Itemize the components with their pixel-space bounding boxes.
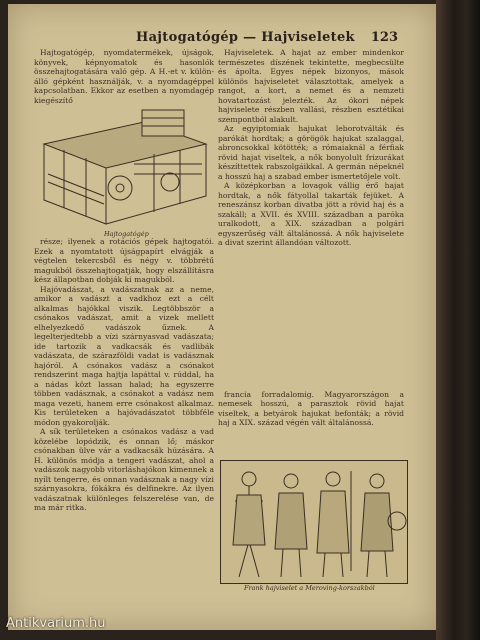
press-machine-illustration: [34, 104, 214, 228]
entry-hajovadaszat: Hajóvadászat, a vadászatnak az a neme, amikor a vadászt a vadkhoz ezt a célt alkalmas hajókkal viszik. Legtöbbször a csónakos vadászat, amit a vizek mellett elhelyezkedő vadászok űznek. A legelterjedtebb a vízi szárnyasvad vadászata; ide tartozik a vadkacsák és vadlibák vadászata, de szárazföldi vadat is vadásznak hajóról. A csónakos vadász a csónakot rendszerint maga hajtja lapáttal v. rúddal, ha a nádas közt lassan halad; ha egyszerre többen vadásznak, a csónakot a vadász nem maga vezeti, hanem erre csónakost alkalmaz. Kis területeken a hajóvadászatot többféle módon gyakorolják.: [34, 284, 214, 427]
entry-hajtogatogep: Hajtogatógép, nyomdatermékek, újságok, könyvek, képnyomatok és hasonlók összehajtogatására való gép. A H.-et v. külön-álló gépként használják, v. a nyomdagéppel kapcsolatban. Ekkor az esetben a nyomdagép kiegészítő: [34, 48, 214, 105]
paragraph: A sík területeken a csónakos vadász a vad közelébe lopódzik, és onnan lő; máskor csónakban ülve vár a vadkacsák húzására. A H. különös módja a tengeri vadászat, ahol a vadászok nagyobb vitorláshajókon kimennek a nyílt tengerre, és onnan vadásznak a nagy vízi szárnyasokra, fókákra és delfinekre. Az ilyen vadászatnak különleges felszerelése van, de ma már ritka.: [34, 427, 214, 512]
paragraph: francia forradalomig. Magyarországon a nemesek hosszú, a parasztok rövid hajat viseltek, a betyárok hajukat befonták; a rövid haj a XIX. század végén vált általánossá.: [218, 389, 404, 427]
book-page: [8, 4, 436, 630]
press-caption: Hajtogatógép: [104, 230, 149, 238]
paragraph: része; ilyenek a rotációs gépek hajtogatói. Ezek a nyomtatott újságpapírt elvágják a végtelen tekercsből és négy v. többrétű magukból összehajtogatják, hogy elszállításra kész állapotban dobják ki magukból.: [34, 237, 214, 284]
book-binding: [436, 0, 480, 640]
entry-hajviseletek: Hajviseletek. A hajat az ember mindenkor természetes díszének tekintette, megbecsülte és ápolta. Egyes népek bizonyos, mások különös hajviseletet választottak, amelyek a rangot, a kort, a nemet és a nemzeti hovatartozást jelezték. Az ókori népek hajviselete részben vallási, részben esztétikai szempontból alakult.: [218, 48, 404, 124]
frankish-hairstyles-illustration: [220, 460, 408, 584]
watermark-text: Antikvarium.hu: [6, 616, 106, 631]
page-header: [8, 30, 436, 48]
page-number: 123: [370, 30, 398, 45]
paragraph: A középkorban a lovagok vállig érő hajat hordtak, a nők fátyollal takarták fejüket. A reneszánsz korban divatba jött a rövid haj és a szakáll; a XVII. és XVIII. században a paróka uralkodott, a XIX. században a polgári egyszerűség vált általánossá. A nők hajviselete a divat szerint állandóan változott.: [218, 181, 404, 247]
running-title: Hajtogatógép — Hajviseletek: [136, 30, 355, 45]
paragraph: Az egyiptomiak hajukat leborotválták és parókát hordtak; a görögök hajukat szalaggal, abroncsokkal kötötték; a rómaiaknál a férfiak rövid hajat viseltek, a nők bonyolult frizurákat készíttettek rabszolgáikkal. A germán népeknél a hosszú haj a szabad ember ismertetőjele volt.: [218, 124, 404, 181]
frankish-caption: Frank hajviselet a Meroving-korszakból: [244, 584, 375, 592]
